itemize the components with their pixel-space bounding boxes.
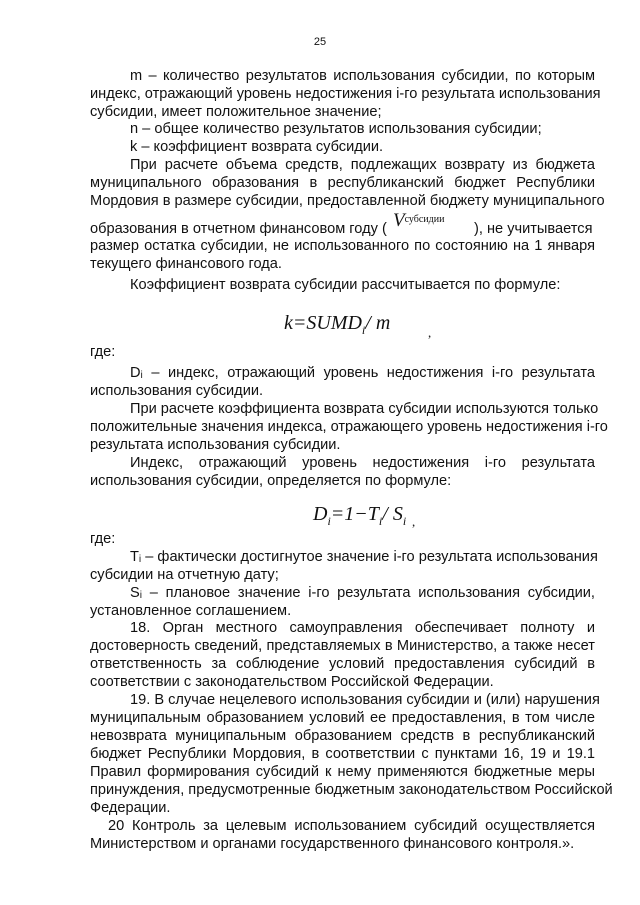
text-line: ответственность за соблюдение условий предоставления субсидий в <box>90 656 595 672</box>
text-line: использования субсидии, определяется по формуле: <box>90 473 452 489</box>
text-line: Правил формирования субсидий к нему применяются бюджетные меры <box>90 764 595 780</box>
text-line: 18. Орган местного самоуправления обеспечивает полноту и <box>130 620 595 636</box>
text-line: При расчете объема средств, подлежащих возврату из бюджета <box>130 157 595 173</box>
formula-t-sub: i <box>378 514 383 528</box>
text-line: Министерством и органами государственного финансового контроля.». <box>90 836 575 852</box>
text-line: 20 Контроль за целевым использованием субсидий осуществляется <box>108 818 595 834</box>
where-label: где: <box>90 344 116 360</box>
formula-d-slash: / S <box>382 503 403 525</box>
text-line: индекс, отражающий уровень недостижения i-го результата использования <box>90 86 601 102</box>
text-line: положительные значения индекса, отражающего уровень недостижения i-го <box>90 419 608 435</box>
text-line: При расчете коэффициента возврата субсидии используются только <box>130 401 599 417</box>
text-line: принуждения, предусмотренные бюджетным законодательством Российской <box>90 782 613 798</box>
formula-d-mid: =1−T <box>330 503 379 525</box>
text-line: субсидии, имеет положительное значение; <box>90 104 382 120</box>
text-line: Индекс, отражающий уровень недостижения i-го результата <box>130 455 595 471</box>
text-line: использования субсидии. <box>90 383 264 399</box>
text-line: Федерации. <box>90 800 171 816</box>
formula-k-sub: i <box>361 323 366 337</box>
text-line: установленное соглашением. <box>90 603 292 619</box>
formula-comma: , <box>412 514 416 529</box>
where-label: где: <box>90 531 116 547</box>
text-line: соответствии с законодательством Российской Федерации. <box>90 674 494 690</box>
text-line: n – общее количество результатов использования субсидии; <box>130 121 542 137</box>
text-line: достоверность сведений, представляемых в Министерство, а также несет <box>90 638 595 654</box>
text-line: муниципального образования в республиканский бюджет Республики <box>90 175 595 191</box>
text-line: Sᵢ – плановое значение i-го результата использования субсидии, <box>130 585 595 601</box>
text-line: k – коэффициент возврата субсидии. <box>130 139 384 155</box>
text-line: Dᵢ – индекс, отражающий уровень недостижения i-го результата <box>130 365 595 381</box>
text-line: бюджет Республики Мордовия, в соответствии с пунктами 16, 19 и 19.1 <box>90 746 595 762</box>
text-line: 19. В случае нецелевого использования субсидии и (или) нарушения <box>130 692 600 708</box>
page-number: 25 <box>313 36 327 48</box>
text-line: результата использования субсидии. <box>90 437 341 453</box>
text-line: образования в отчетном финансовом году ( <box>90 221 387 237</box>
formula-d-symbol: D <box>313 503 328 525</box>
text-line: текущего финансового года. <box>90 256 282 272</box>
formula-d-sub: i <box>327 514 331 528</box>
text-line: ), не учитывается <box>474 221 593 237</box>
text-line: размер остатка субсидии, не использованного по состоянию на 1 января <box>90 238 595 254</box>
text-line: m – количество результатов использования субсидии, по которым <box>130 68 595 84</box>
v-subsidy-symbol <box>393 210 444 232</box>
formula-d <box>313 502 406 533</box>
text-line: Мордовия в размере субсидии, предоставленной бюджету муниципального <box>90 193 605 209</box>
formula-k-lhs: k=SUMD <box>284 312 362 334</box>
text-line: субсидии на отчетную дату; <box>90 567 279 583</box>
v-subscript: субсидии <box>404 214 445 225</box>
formula-k-rhs: / m <box>365 312 391 334</box>
formula-comma: , <box>428 325 432 340</box>
text-line: Коэффициент возврата субсидии рассчитывается по формуле: <box>130 277 561 293</box>
text-line: невозврата муниципальным образованием средств в республиканский <box>90 728 595 744</box>
formula-s-sub: i <box>402 514 407 528</box>
formula-k <box>284 311 390 342</box>
v-symbol: V <box>393 210 405 231</box>
text-line: Tᵢ – фактически достигнутое значение i-го результата использования <box>130 549 598 565</box>
text-line: муниципальным образованием условий ее предоставления, в том числе <box>90 710 595 726</box>
